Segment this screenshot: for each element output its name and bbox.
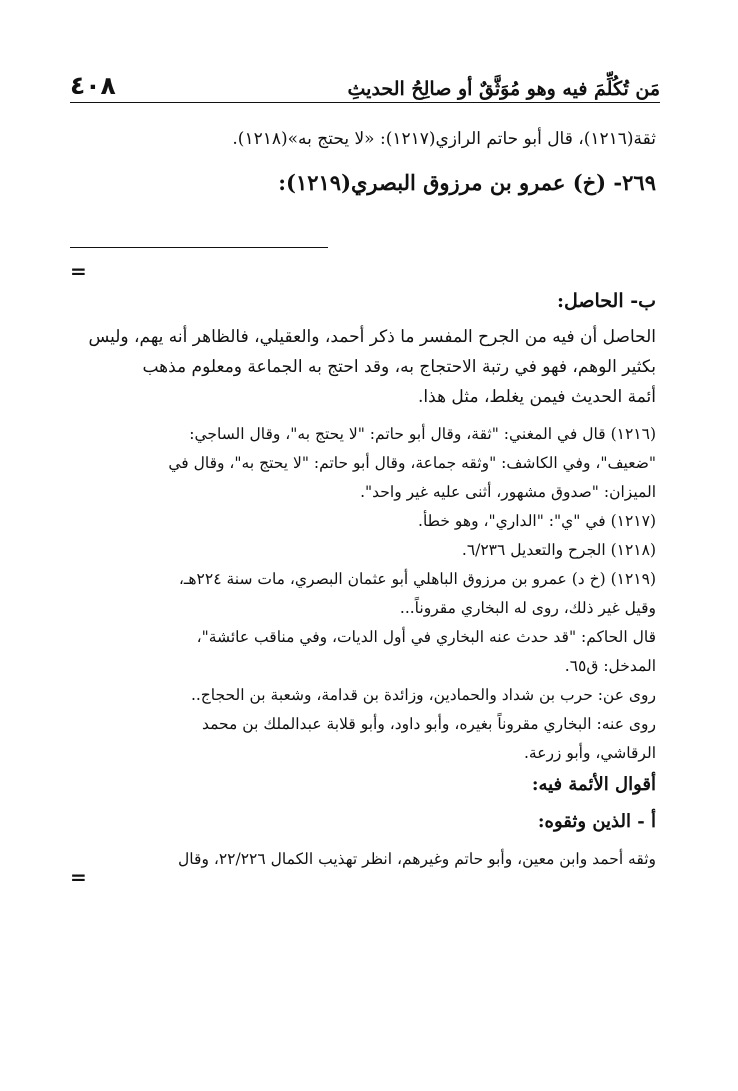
summary-line: أئمة الحديث فيمن يغلط، مثل هذا. <box>418 387 656 407</box>
footnote-line: "ضعيف"، وفي الكاشف: "وثقه جماعة، وقال أبو حاتم: "لا يحتج به"، وقال في <box>168 454 656 472</box>
page-header <box>70 66 660 103</box>
running-title: مَن تُكُلِّمَ فيه وهو مُوَثَّقٌ أو صالِحُ الحديثِ <box>347 78 660 100</box>
footnote-line: (١٢١٩) (خ د) عمرو بن مرزوق الباهلي أبو عثمان البصري، مات سنة ٢٢٤هـ، <box>178 570 656 588</box>
footnote-line: قال الحاكم: "قد حدث عنه البخاري في أول الديات، وفي مناقب عائشة"، <box>196 628 656 646</box>
last-line: وثقه أحمد وابن معين، وأبو حاتم وغيرهم، انظر تهذيب الكمال ٢٢/٢٢٦، وقال <box>178 850 656 868</box>
footnote-line: روى عن: حرب بن شداد والحمادين، وزائدة بن قدامة، وشعبة بن الحجاج.. <box>190 686 656 704</box>
end-continuation-mark: = <box>70 865 87 889</box>
footnote-line: (١٢١٨) الجرح والتعديل ٦/٢٣٦. <box>461 541 656 559</box>
page-number: ٤٠٨ <box>70 71 116 100</box>
footnote-line: المدخل: ق٦٥. <box>564 657 656 675</box>
footnote-line: (١٢١٦) قال في المغني: "ثقة، وقال أبو حاتم: "لا يحتج به"، وقال الساجي: <box>189 425 656 443</box>
sub-heading: أقوال الأئمة فيه: <box>531 774 656 795</box>
summary-paragraph <box>70 322 656 420</box>
sub-heading-a: أ - الذين وثقوه: <box>537 811 656 832</box>
footnote-line: الميزان: "صدوق مشهور، أثنى عليه غير واحد". <box>360 483 656 501</box>
section-heading-b: ب- الحاصل: <box>556 290 656 312</box>
entry-title: ٢٦٩- (خ) عمرو بن مرزوق البصري(١٢١٩): <box>278 170 656 195</box>
footnotes <box>70 420 656 768</box>
continuation-mark: = <box>70 259 87 283</box>
footnote-line: (١٢١٧) في "ي": "الداري"، وهو خطأ. <box>418 512 656 530</box>
summary-line: بكثير الوهم، فهو في رتبة الاحتجاج به، وقد احتج به الجماعة ومعلوم مذهب <box>142 357 656 377</box>
top-text: ثقة(١٢١٦)، قال أبو حاتم الرازي(١٢١٧): «لا يحتج به»(١٢١٨). <box>232 129 656 149</box>
page-body <box>70 124 656 889</box>
footnote-line: الرقاشي، وأبو زرعة. <box>523 744 656 762</box>
summary-line: الحاصل أن فيه من الجرح المفسر ما ذكر أحمد، والعقيلي، فالظاهر أنه يهم، وليس <box>88 327 656 347</box>
footnote-line: روى عنه: البخاري مقروناً بغيره، وأبو داود، وأبو قلابة عبدالملك بن محمد <box>201 715 656 733</box>
footnote-line: وقيل غير ذلك، روى له البخاري مقروناً... <box>399 599 656 617</box>
